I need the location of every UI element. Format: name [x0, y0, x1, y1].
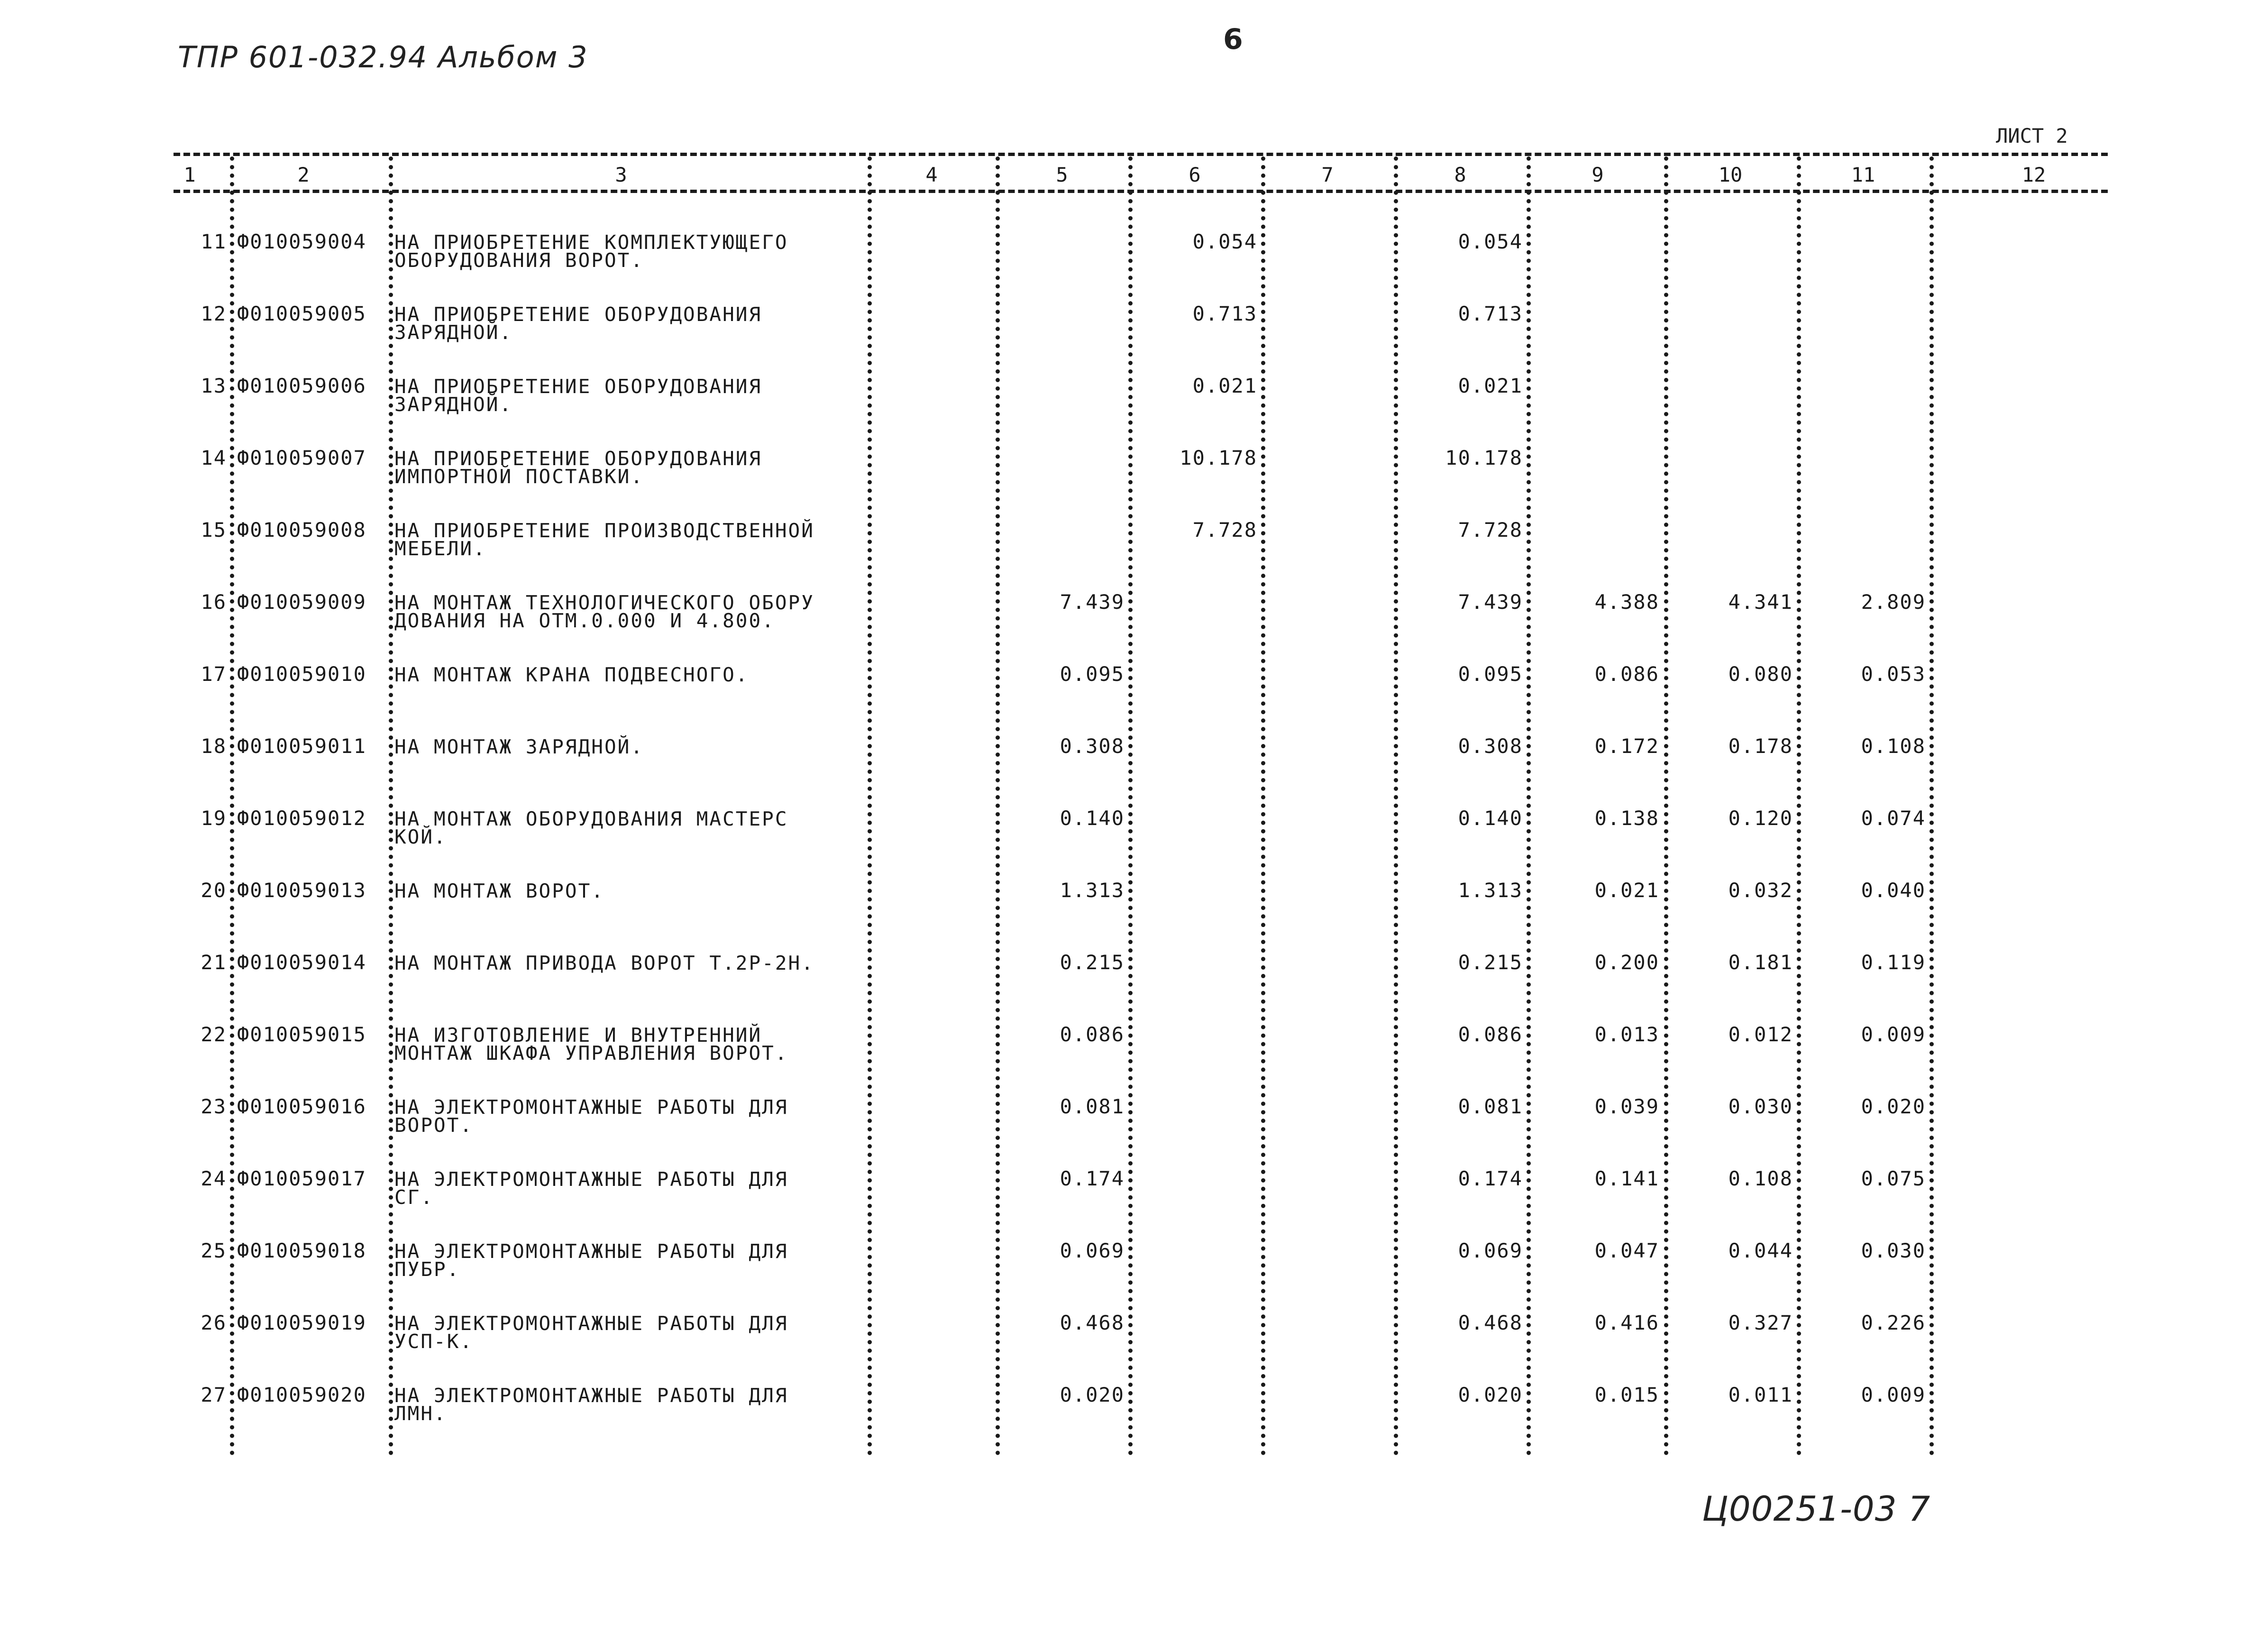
- col11-value: 0.020: [1861, 1095, 1926, 1118]
- col11-value: 0.009: [1861, 1023, 1926, 1046]
- row-description-continued: ИМПОРТНОЙ ПОСТАВКИ.: [394, 465, 644, 488]
- row-number: 15: [201, 518, 227, 541]
- col5-value: 0.140: [1060, 807, 1125, 830]
- col8-value: 0.020: [1458, 1383, 1523, 1406]
- column-separator: [868, 156, 872, 1456]
- column-separator: [1394, 156, 1398, 1456]
- col8-value: 0.215: [1458, 951, 1523, 974]
- row-code: Ф010059012: [237, 807, 366, 830]
- row-description: НА ЭЛЕКТРОМОНТАЖНЫЕ РАБОТЫ ДЛЯ: [394, 1384, 788, 1407]
- col10-value: 0.012: [1728, 1023, 1793, 1046]
- row-description-continued: СГ.: [394, 1186, 434, 1209]
- row-number: 22: [201, 1023, 227, 1046]
- col6-value: 10.178: [1180, 446, 1257, 469]
- col9-value: 0.086: [1594, 662, 1659, 686]
- col11-value: 0.040: [1861, 879, 1926, 902]
- col6-value: 0.713: [1192, 302, 1257, 325]
- col11-value: 0.030: [1861, 1239, 1926, 1262]
- col9-value: 0.013: [1594, 1023, 1659, 1046]
- col11-value: 0.075: [1861, 1167, 1926, 1190]
- column-separator: [1930, 156, 1934, 1456]
- col8-value: 0.021: [1458, 374, 1523, 397]
- col9-value: 0.039: [1594, 1095, 1659, 1118]
- row-code: Ф010059020: [237, 1383, 366, 1406]
- page-number: 6: [1223, 23, 1243, 56]
- column-separator: [1797, 156, 1801, 1456]
- col9-value: 0.047: [1594, 1239, 1659, 1262]
- row-code: Ф010059009: [237, 590, 366, 614]
- col8-value: 0.308: [1458, 734, 1523, 758]
- row-description: НА МОНТАЖ КРАНА ПОДВЕСНОГО.: [394, 663, 749, 686]
- col8-value: 0.081: [1458, 1095, 1523, 1118]
- col11-value: 2.809: [1861, 590, 1926, 614]
- row-number: 27: [201, 1383, 227, 1406]
- col8-value: 0.069: [1458, 1239, 1523, 1262]
- document-code: ТПР 601-032.94 Альбом 3: [178, 40, 588, 74]
- row-description: НА МОНТАЖ ЗАРЯДНОЙ.: [394, 735, 644, 758]
- row-number: 11: [201, 230, 227, 253]
- col9-value: 0.141: [1594, 1167, 1659, 1190]
- col6-value: 0.054: [1192, 230, 1257, 253]
- column-number: 11: [1851, 163, 1875, 186]
- row-description: НА ИЗГОТОВЛЕНИЕ И ВНУТРЕННИЙ: [394, 1024, 762, 1046]
- row-code: Ф010059008: [237, 518, 366, 541]
- row-description: НА МОНТАЖ ВОРОТ.: [394, 880, 604, 902]
- row-description-continued: ЛМН.: [394, 1402, 447, 1425]
- row-number: 18: [201, 734, 227, 758]
- row-number: 26: [201, 1311, 227, 1334]
- row-code: Ф010059004: [237, 230, 366, 253]
- row-code: Ф010059017: [237, 1167, 366, 1190]
- row-description: НА ПРИОБРЕТЕНИЕ ОБОРУДОВАНИЯ: [394, 375, 762, 398]
- column-number: 3: [615, 163, 627, 186]
- col10-value: 0.178: [1728, 734, 1793, 758]
- row-code: Ф010059006: [237, 374, 366, 397]
- col11-value: 0.053: [1861, 662, 1926, 686]
- col8-value: 1.313: [1458, 879, 1523, 902]
- column-number: 9: [1591, 163, 1604, 186]
- col8-value: 7.728: [1458, 518, 1523, 541]
- col8-value: 0.713: [1458, 302, 1523, 325]
- row-number: 21: [201, 951, 227, 974]
- row-code: Ф010059019: [237, 1311, 366, 1334]
- column-separator: [1664, 156, 1668, 1456]
- column-number: 7: [1321, 163, 1334, 186]
- column-separator: [1261, 156, 1265, 1456]
- row-code: Ф010059013: [237, 879, 366, 902]
- column-number: 4: [925, 163, 938, 186]
- row-description: НА ЭЛЕКТРОМОНТАЖНЫЕ РАБОТЫ ДЛЯ: [394, 1312, 788, 1335]
- row-description-continued: УСП-К.: [394, 1330, 474, 1353]
- row-code: Ф010059010: [237, 662, 366, 686]
- column-number: 2: [297, 163, 310, 186]
- row-description: НА ЭЛЕКТРОМОНТАЖНЫЕ РАБОТЫ ДЛЯ: [394, 1240, 788, 1263]
- row-description: НА ЭЛЕКТРОМОНТАЖНЫЕ РАБОТЫ ДЛЯ: [394, 1096, 788, 1119]
- row-description-continued: ДОВАНИЯ НА ОТМ.0.000 И 4.800.: [394, 609, 775, 632]
- col11-value: 0.226: [1861, 1311, 1926, 1334]
- col5-value: 0.174: [1060, 1167, 1125, 1190]
- row-description: НА ПРИОБРЕТЕНИЕ ОБОРУДОВАНИЯ: [394, 303, 762, 326]
- row-description-continued: ПУБР.: [394, 1258, 460, 1281]
- col11-value: 0.009: [1861, 1383, 1926, 1406]
- row-number: 24: [201, 1167, 227, 1190]
- col8-value: 0.086: [1458, 1023, 1523, 1046]
- row-number: 23: [201, 1095, 227, 1118]
- row-description: НА МОНТАЖ ПРИВОДА ВОРОТ Т.2Р-2Н.: [394, 952, 814, 974]
- col9-value: 4.388: [1594, 590, 1659, 614]
- row-code: Ф010059011: [237, 734, 366, 758]
- col6-value: 0.021: [1192, 374, 1257, 397]
- row-description: НА ПРИОБРЕТЕНИЕ КОМПЛЕКТУЮЩЕГО: [394, 231, 788, 254]
- column-separator: [996, 156, 1000, 1456]
- col10-value: 4.341: [1728, 590, 1793, 614]
- col8-value: 0.054: [1458, 230, 1523, 253]
- col10-value: 0.181: [1728, 951, 1793, 974]
- column-separator: [1128, 156, 1133, 1456]
- col5-value: 1.313: [1060, 879, 1125, 902]
- col8-value: 10.178: [1445, 446, 1523, 469]
- col5-value: 0.095: [1060, 662, 1125, 686]
- row-description-continued: ОБОРУДОВАНИЯ ВОРОТ.: [394, 249, 644, 272]
- row-description-continued: МЕБЕЛИ.: [394, 537, 486, 560]
- header-bottom-rule: [174, 190, 2108, 193]
- col6-value: 7.728: [1192, 518, 1257, 541]
- row-code: Ф010059005: [237, 302, 366, 325]
- column-separator: [389, 156, 393, 1456]
- col5-value: 0.468: [1060, 1311, 1125, 1334]
- row-code: Ф010059016: [237, 1095, 366, 1118]
- row-number: 17: [201, 662, 227, 686]
- col10-value: 0.327: [1728, 1311, 1793, 1334]
- col11-value: 0.108: [1861, 734, 1926, 758]
- row-code: Ф010059007: [237, 446, 366, 469]
- col5-value: 0.215: [1060, 951, 1125, 974]
- row-description-continued: ЗАРЯДНОЙ.: [394, 393, 513, 416]
- col5-value: 0.308: [1060, 734, 1125, 758]
- row-description: НА ПРИОБРЕТЕНИЕ ОБОРУДОВАНИЯ: [394, 447, 762, 470]
- row-code: Ф010059018: [237, 1239, 366, 1262]
- row-code: Ф010059015: [237, 1023, 366, 1046]
- col10-value: 0.030: [1728, 1095, 1793, 1118]
- col5-value: 0.069: [1060, 1239, 1125, 1262]
- col9-value: 0.200: [1594, 951, 1659, 974]
- col10-value: 0.108: [1728, 1167, 1793, 1190]
- row-number: 13: [201, 374, 227, 397]
- row-description-continued: КОЙ.: [394, 826, 447, 848]
- col8-value: 7.439: [1458, 590, 1523, 614]
- col8-value: 0.095: [1458, 662, 1523, 686]
- archive-code: Ц00251-03 7: [1702, 1489, 1931, 1529]
- col10-value: 0.044: [1728, 1239, 1793, 1262]
- row-description: НА МОНТАЖ ТЕХНОЛОГИЧЕСКОГО ОБОРУ: [394, 591, 814, 614]
- column-separator: [230, 156, 234, 1456]
- row-number: 20: [201, 879, 227, 902]
- column-number: 6: [1189, 163, 1201, 186]
- row-number: 14: [201, 446, 227, 469]
- col11-value: 0.119: [1861, 951, 1926, 974]
- column-number: 10: [1718, 163, 1743, 186]
- col9-value: 0.021: [1594, 879, 1659, 902]
- row-code: Ф010059014: [237, 951, 366, 974]
- row-description-continued: ВОРОТ.: [394, 1114, 474, 1137]
- col8-value: 0.140: [1458, 807, 1523, 830]
- column-number: 12: [2021, 163, 2046, 186]
- row-description: НА МОНТАЖ ОБОРУДОВАНИЯ МАСТЕРС: [394, 808, 788, 830]
- col10-value: 0.011: [1728, 1383, 1793, 1406]
- row-number: 19: [201, 807, 227, 830]
- column-number: 5: [1056, 163, 1068, 186]
- col10-value: 0.080: [1728, 662, 1793, 686]
- column-number: 1: [183, 163, 196, 186]
- col10-value: 0.032: [1728, 879, 1793, 902]
- col5-value: 0.020: [1060, 1383, 1125, 1406]
- col9-value: 0.138: [1594, 807, 1659, 830]
- col9-value: 0.416: [1594, 1311, 1659, 1334]
- table-top-rule: [174, 153, 2108, 156]
- row-description: НА ЭЛЕКТРОМОНТАЖНЫЕ РАБОТЫ ДЛЯ: [394, 1168, 788, 1191]
- row-number: 16: [201, 590, 227, 614]
- sheet-label: ЛИСТ 2: [1996, 124, 2068, 147]
- col8-value: 0.468: [1458, 1311, 1523, 1334]
- column-separator: [1527, 156, 1531, 1456]
- col5-value: 0.086: [1060, 1023, 1125, 1046]
- row-description-continued: МОНТАЖ ШКАФА УПРАВЛЕНИЯ ВОРОТ.: [394, 1042, 788, 1065]
- col8-value: 0.174: [1458, 1167, 1523, 1190]
- row-description: НА ПРИОБРЕТЕНИЕ ПРОИЗВОДСТВЕННОЙ: [394, 519, 814, 542]
- row-description-continued: ЗАРЯДНОЙ.: [394, 321, 513, 344]
- col10-value: 0.120: [1728, 807, 1793, 830]
- col5-value: 7.439: [1060, 590, 1125, 614]
- col9-value: 0.015: [1594, 1383, 1659, 1406]
- col5-value: 0.081: [1060, 1095, 1125, 1118]
- row-number: 25: [201, 1239, 227, 1262]
- col9-value: 0.172: [1594, 734, 1659, 758]
- column-number: 8: [1454, 163, 1466, 186]
- row-number: 12: [201, 302, 227, 325]
- col11-value: 0.074: [1861, 807, 1926, 830]
